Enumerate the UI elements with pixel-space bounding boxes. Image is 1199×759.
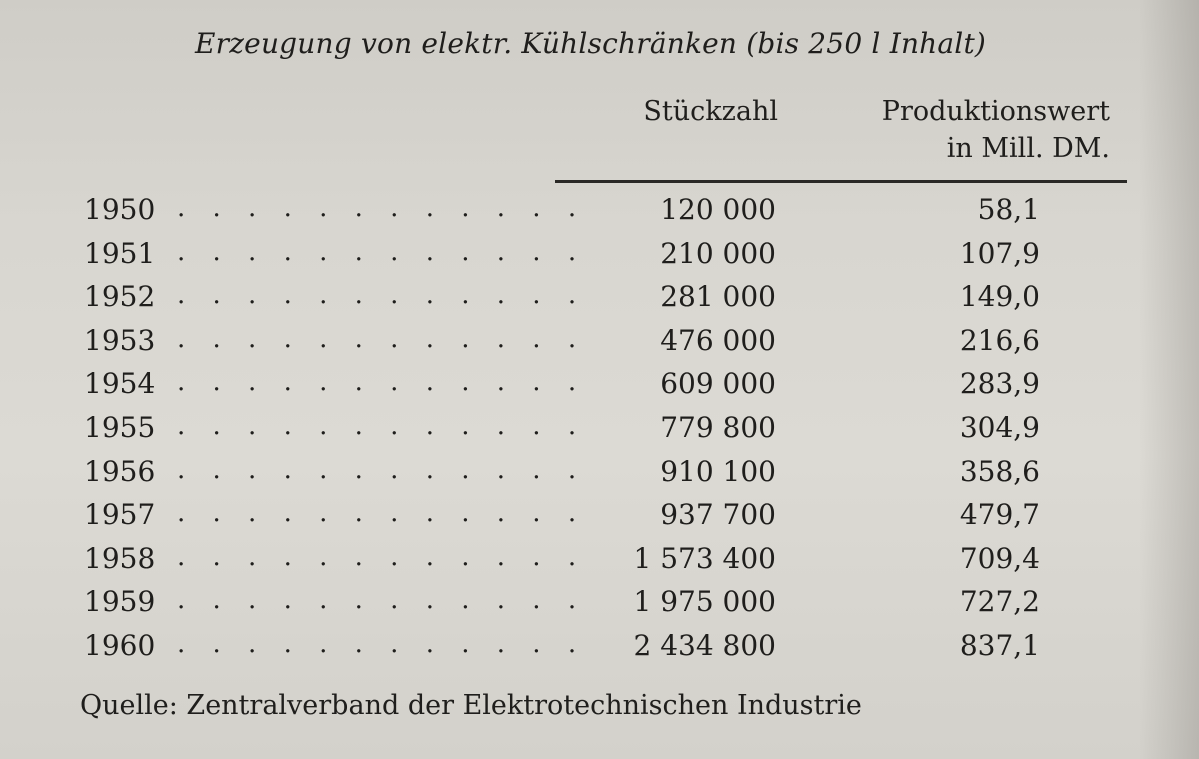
units-cell: 1 975 000 xyxy=(633,585,776,619)
table-title: Erzeugung von elektr. Kühlschränken (bis 250 l Inhalt) xyxy=(195,27,987,60)
leader-dots: . . . . . . . . . . . . xyxy=(177,410,586,441)
value-cell: 149,0 xyxy=(959,280,1040,314)
value-cell: 216,6 xyxy=(959,323,1040,357)
value-cell: 58,1 xyxy=(977,193,1040,226)
units-cell: 910 100 xyxy=(660,454,776,488)
table-row xyxy=(84,539,1084,583)
units-cell: 609 000 xyxy=(660,367,776,401)
units-cell: 937 700 xyxy=(660,498,776,532)
table-row xyxy=(84,408,1084,452)
column-header-value-line1: Produktionswert xyxy=(881,96,1110,127)
year-cell: 1953 xyxy=(84,323,156,357)
year-cell: 1957 xyxy=(84,498,156,532)
value-cell: 727,2 xyxy=(959,585,1040,619)
source-note: Quelle: Zentralverband der Elektrotechnischen Industrie xyxy=(80,690,862,721)
header-rule xyxy=(555,180,1127,183)
leader-dots: . . . . . . . . . . . . xyxy=(177,454,586,485)
units-cell: 210 000 xyxy=(660,236,776,270)
data-table xyxy=(84,190,1084,670)
value-cell: 283,9 xyxy=(959,367,1040,401)
column-header-value-line2: in Mill. DM. xyxy=(946,133,1110,164)
table-row xyxy=(84,495,1084,539)
year-cell: 1956 xyxy=(84,454,156,488)
table-row xyxy=(84,626,1084,670)
value-cell: 709,4 xyxy=(959,541,1040,575)
units-cell: 476 000 xyxy=(660,323,776,357)
year-cell: 1958 xyxy=(84,541,156,575)
table-row xyxy=(84,321,1084,365)
value-cell: 107,9 xyxy=(959,236,1040,270)
value-cell: 304,9 xyxy=(959,410,1040,444)
units-cell: 2 434 800 xyxy=(633,628,776,662)
column-header-units: Stückzahl xyxy=(643,96,778,127)
year-cell: 1955 xyxy=(84,410,156,444)
year-cell: 1951 xyxy=(84,236,156,270)
units-cell: 1 573 400 xyxy=(633,541,776,575)
table-row xyxy=(84,277,1084,321)
leader-dots: . . . . . . . . . . . . xyxy=(177,193,586,223)
year-cell: 1960 xyxy=(84,628,156,662)
value-cell: 837,1 xyxy=(959,628,1040,662)
leader-dots: . . . . . . . . . . . . xyxy=(177,236,586,267)
year-cell: 1959 xyxy=(84,585,156,619)
value-cell: 358,6 xyxy=(959,454,1040,488)
leader-dots: . . . . . . . . . . . . xyxy=(177,323,586,354)
leader-dots: . . . . . . . . . . . . xyxy=(177,541,586,572)
year-cell: 1950 xyxy=(84,193,156,226)
units-cell: 120 000 xyxy=(660,193,776,226)
leader-dots: . . . . . . . . . . . . xyxy=(177,367,586,398)
value-cell: 479,7 xyxy=(959,498,1040,532)
leader-dots: . . . . . . . . . . . . xyxy=(177,498,586,529)
leader-dots: . . . . . . . . . . . . xyxy=(177,628,586,659)
year-cell: 1954 xyxy=(84,367,156,401)
table-row xyxy=(84,452,1084,496)
table-row xyxy=(84,582,1084,626)
table-row xyxy=(84,190,1084,234)
units-cell: 779 800 xyxy=(660,410,776,444)
column-header-value xyxy=(860,93,1110,167)
table-row xyxy=(84,364,1084,408)
year-cell: 1952 xyxy=(84,280,156,314)
table-row xyxy=(84,234,1084,278)
leader-dots: . . . . . . . . . . . . xyxy=(177,280,586,311)
units-cell: 281 000 xyxy=(660,280,776,314)
leader-dots: . . . . . . . . . . . . xyxy=(177,585,586,616)
